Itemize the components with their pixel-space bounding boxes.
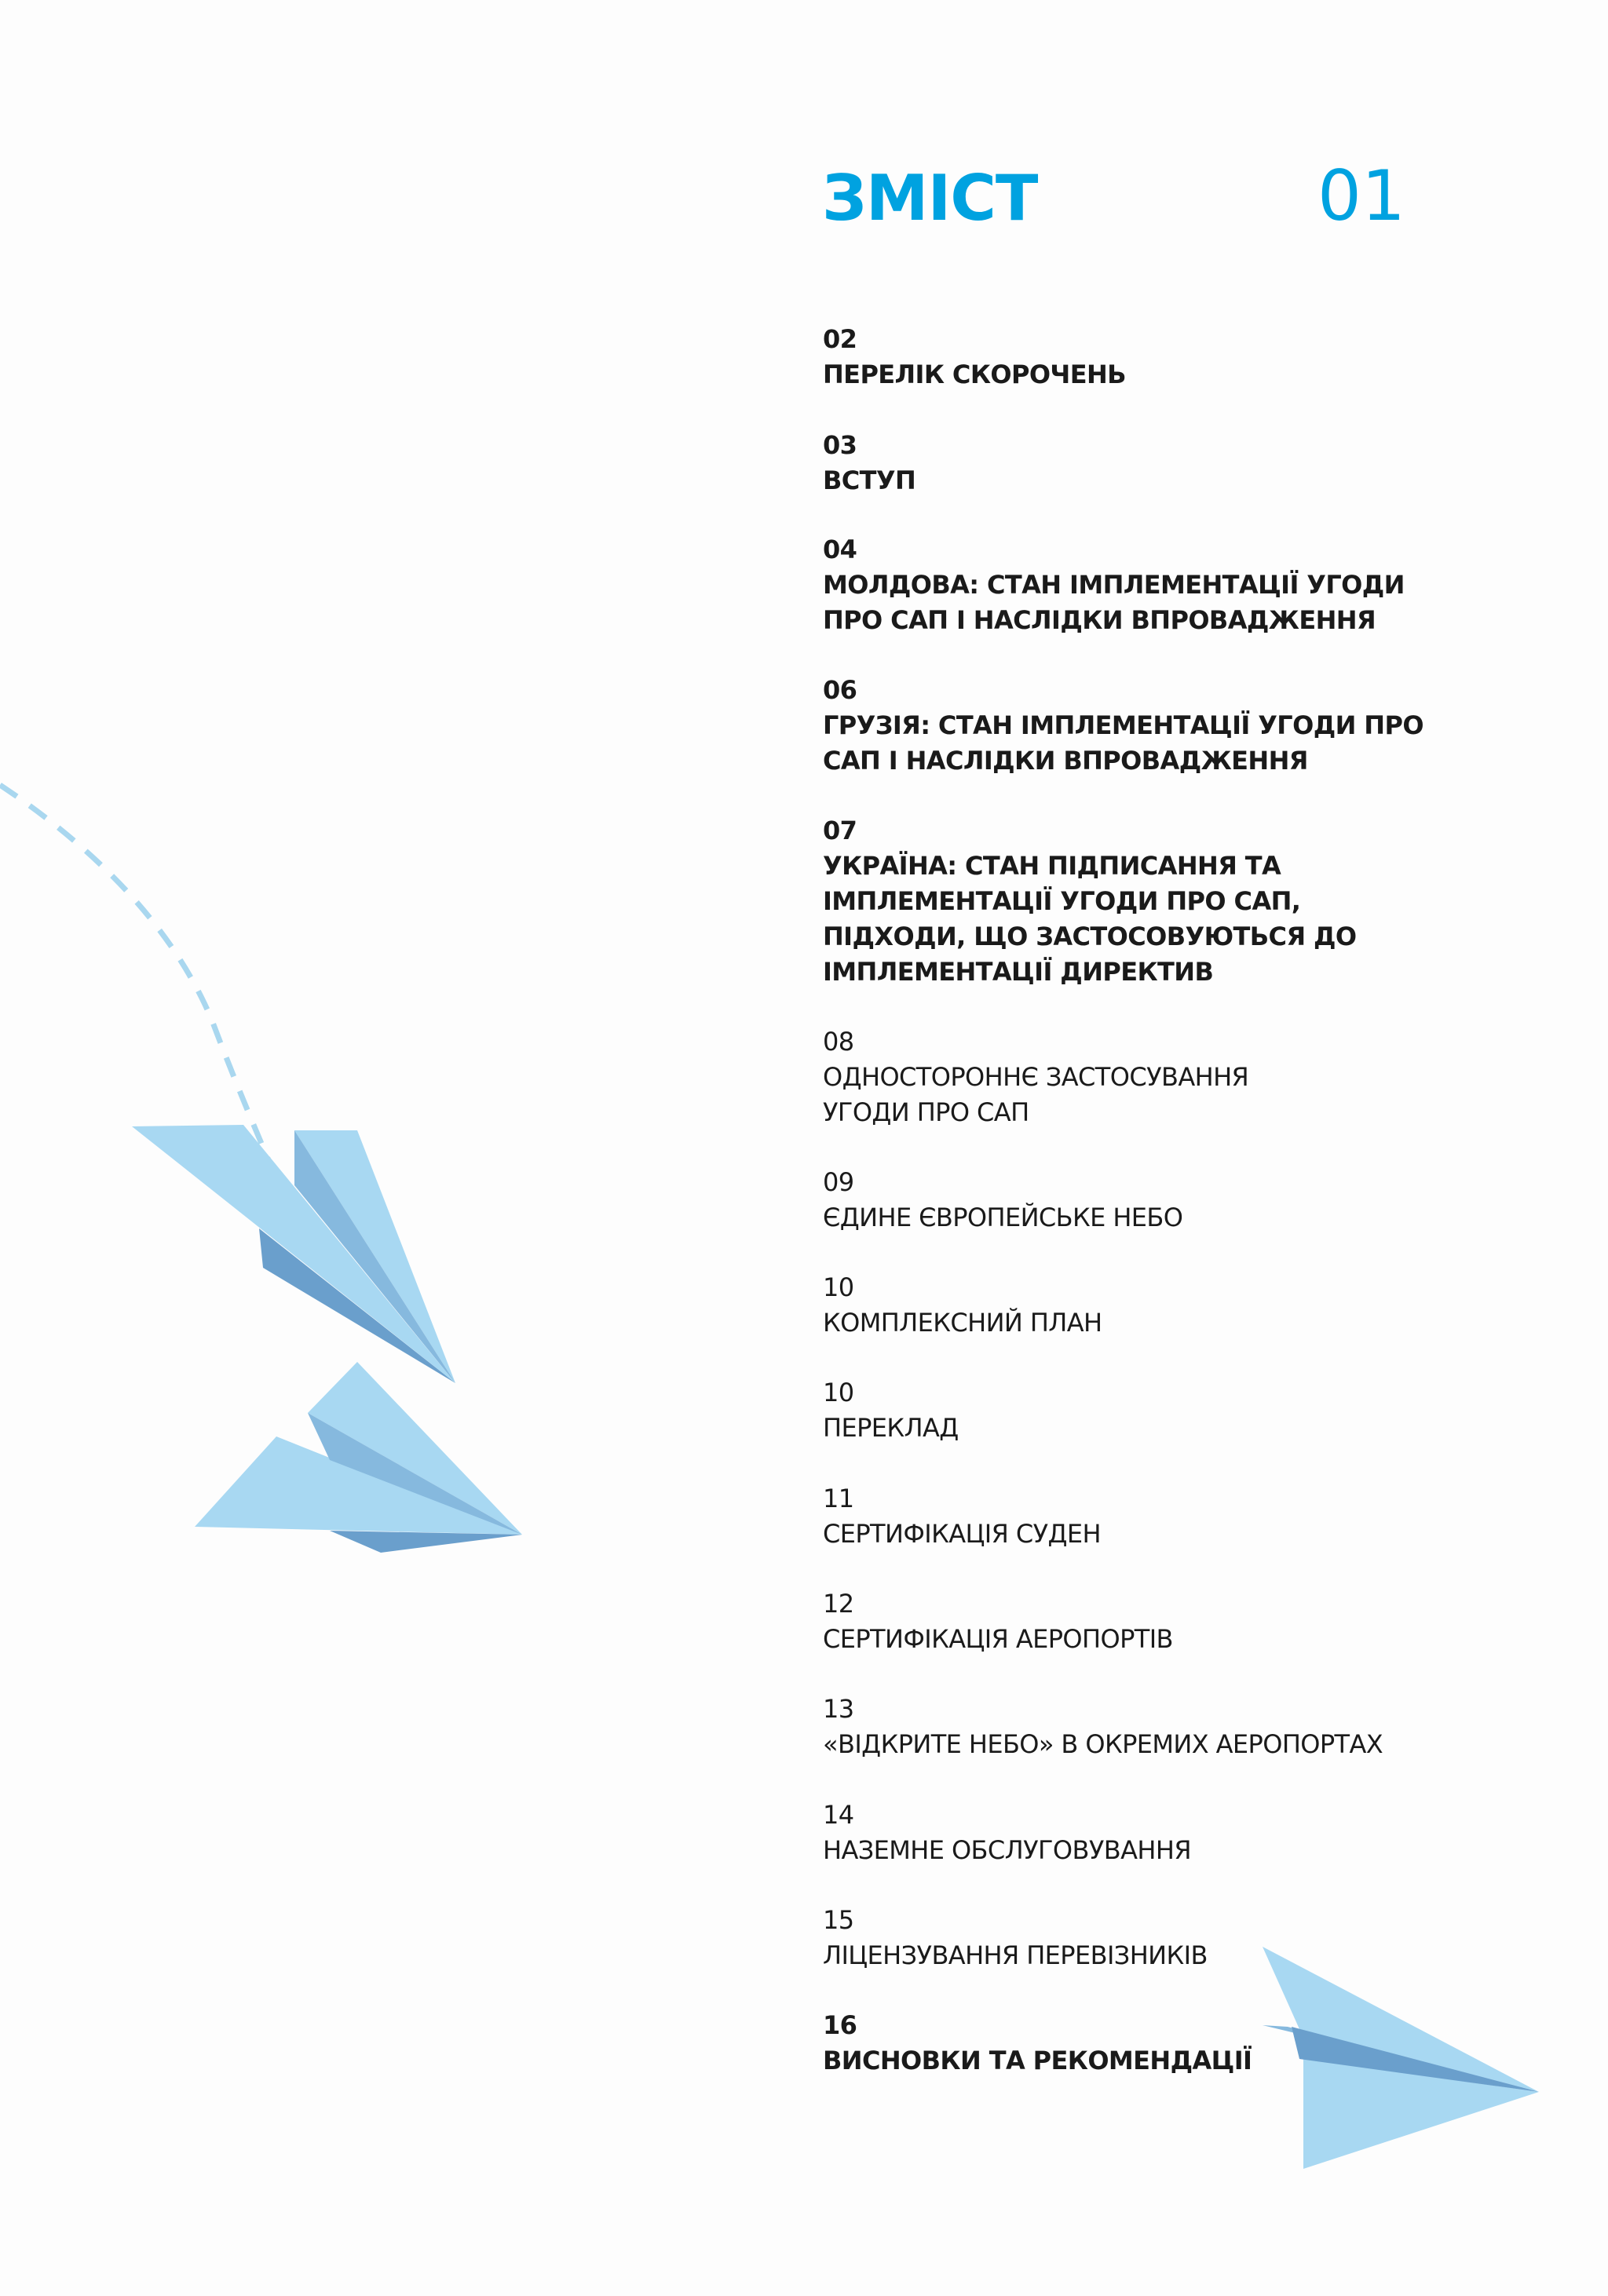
toc-entry-complex-plan[interactable] [823, 1270, 1388, 1341]
toc-entry-introduction[interactable] [823, 428, 1388, 498]
toc-title: МОЛДОВА: СТАН ІМПЛЕМЕНТАЦІЇ УГОДИ ПРО САП І НАСЛІДКИ ВПРОВАДЖЕННЯ [823, 570, 1405, 635]
toc-page-number: 14 [823, 1800, 854, 1830]
toc-title: ОДНОСТОРОННЄ ЗАСТОСУВАННЯ УГОДИ ПРО САП [823, 1062, 1249, 1127]
toc-page-number: 12 [823, 1589, 854, 1619]
toc-entry-abbreviations[interactable] [823, 322, 1388, 392]
toc-entry-conclusions[interactable] [823, 2008, 1388, 2079]
page-number: 01 [1317, 155, 1405, 236]
toc-title: ЄДИНЕ ЄВРОПЕЙСЬКЕ НЕБО [823, 1203, 1183, 1232]
toc-entry-translation[interactable] [823, 1375, 1388, 1446]
toc-entry-vessel-certification[interactable] [823, 1481, 1388, 1552]
toc-page-number: 02 [823, 324, 857, 354]
toc-entry-airport-certification[interactable] [823, 1586, 1388, 1657]
toc-title: КОМПЛЕКСНИЙ ПЛАН [823, 1308, 1102, 1338]
toc-page-number: 10 [823, 1272, 854, 1302]
page-title: ЗМІСТ [822, 162, 1038, 235]
toc-page-number: 15 [823, 1905, 854, 1935]
toc-page-number: 08 [823, 1027, 854, 1057]
toc-title: УКРАЇНА: СТАН ПІДПИСАННЯ ТА ІМПЛЕМЕНТАЦІЇ УГОДИ ПРО САП, ПІДХОДИ, ЩО ЗАСТОСОВУЮТЬСЯ ДО ІМПЛЕМЕНТАЦІЇ ДИРЕКТИВ [823, 851, 1357, 987]
toc-page-number: 10 [823, 1378, 854, 1407]
toc-page-number: 04 [823, 535, 857, 564]
toc-page-number: 11 [823, 1484, 854, 1513]
paper-plane-icon [132, 1125, 455, 1383]
toc-entry-georgia[interactable] [823, 673, 1423, 779]
toc-entry-open-sky[interactable] [823, 1692, 1388, 1762]
toc-page-number: 06 [823, 675, 857, 705]
toc-entry-ukraine[interactable] [823, 813, 1388, 990]
toc-entry-carrier-licensing[interactable] [823, 1903, 1388, 1973]
paper-plane-icon [195, 1362, 522, 1553]
toc-title: ПЕРЕКЛАД [823, 1413, 959, 1443]
toc-title: СЕРТИФІКАЦІЯ СУДЕН [823, 1519, 1101, 1549]
toc-title: ЛІЦЕНЗУВАННЯ ПЕРЕВІЗНИКІВ [823, 1940, 1208, 1970]
toc-page-number: 13 [823, 1694, 854, 1724]
toc-page-number: 03 [823, 430, 857, 460]
toc-title: СЕРТИФІКАЦІЯ АЕРОПОРТІВ [823, 1624, 1173, 1654]
toc-title: ПЕРЕЛІК СКОРОЧЕНЬ [823, 360, 1126, 389]
toc-title: ГРУЗІЯ: СТАН ІМПЛЕМЕНТАЦІЇ УГОДИ ПРО САП І НАСЛІДКИ ВПРОВАДЖЕННЯ [823, 710, 1423, 776]
toc-entry-ground-handling[interactable] [823, 1798, 1388, 1868]
table-of-contents [823, 0, 1423, 2296]
toc-title: ВИСНОВКИ ТА РЕКОМЕНДАЦІЇ [823, 2046, 1252, 2075]
toc-entry-moldova[interactable] [823, 532, 1405, 638]
toc-title: ВСТУП [823, 465, 916, 495]
toc-page-number: 09 [823, 1167, 854, 1197]
toc-entry-single-sky[interactable] [823, 1165, 1388, 1236]
toc-title: «ВІДКРИТЕ НЕБО» В ОКРЕМИХ АЕРОПОРТАХ [823, 1729, 1383, 1759]
toc-page-number: 16 [823, 2010, 857, 2040]
toc-page-number: 07 [823, 816, 857, 845]
toc-entry-unilateral[interactable] [823, 1024, 1388, 1130]
toc-title: НАЗЕМНЕ ОБСЛУГОВУВАННЯ [823, 1835, 1191, 1865]
